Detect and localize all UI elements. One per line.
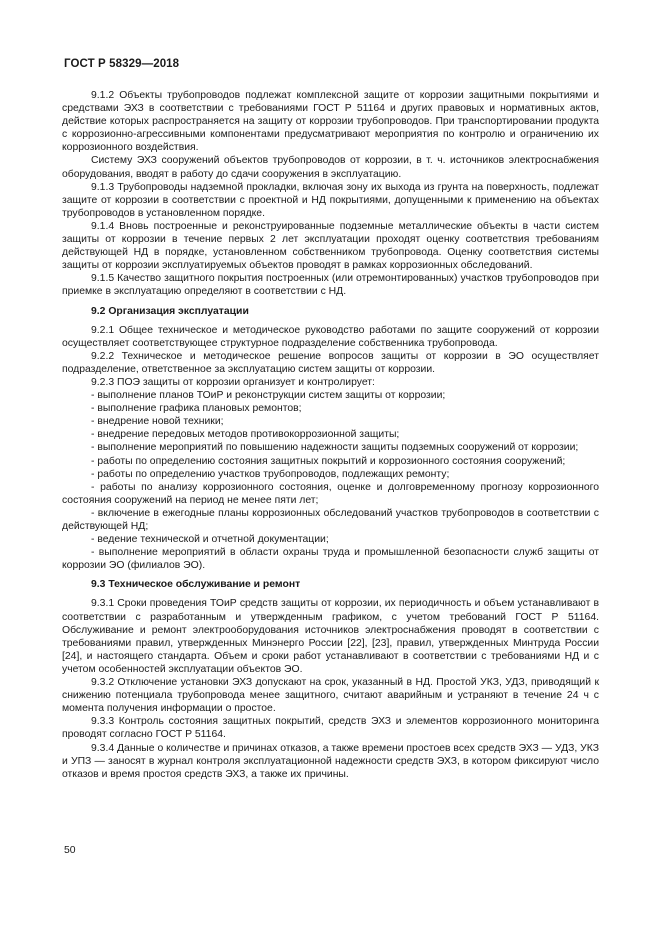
list-item: - внедрение передовых методов противокоррозионной защиты; xyxy=(91,429,400,441)
list-item: - работы по определению участков трубопроводов, подлежащих ремонту; xyxy=(91,468,450,480)
paragraph-9-1-2-b: Систему ЭХЗ сооружений объектов трубопроводов от коррозии, в т. ч. источников электроснабжения оборудования, вводят в работу до сдачи сооружения в эксплуатацию. xyxy=(62,155,599,180)
paragraph-9-1-2: 9.1.2 Объекты трубопроводов подлежат комплексной защите от коррозии защитными покрытиями и средствами ЭХЗ в соответствии с требованиями ГОСТ Р 51164 и других правовых и нормативных актов, действие которых распространяется на защиту от коррозии трубопроводов. При транспортировании продукта с коррозионно-агрессивными компонентами предусматривают мероприятия по контролю и ограничению их коррозионного воздействия. xyxy=(62,90,599,154)
paragraph-9-1-4: 9.1.4 Вновь построенные и реконструированные подземные металлические объекты в части систем защиты от коррозии в течение первых 2 лет эксплуатации проходят оценку соответствия требованиям действующей НД в порядке, установленном собственником трубопровода. Оценку соответствия системы защиты от коррозии эксплуатируемых объектов проводят в рамках коррозионных обследований. xyxy=(62,220,599,272)
standard-code-header: ГОСТ Р 58329—2018 xyxy=(64,58,180,70)
paragraph-9-1-3: 9.1.3 Трубопроводы надземной прокладки, включая зону их выхода из грунта на поверхность, подлежат защите от коррозии в соответствии с проектной и НД покрытиями, допущенными к применению на объектах трубопроводов в установленном порядке. xyxy=(62,181,599,219)
paragraph-9-2-3: 9.2.3 ПОЭ защиты от коррозии организует и контролирует: xyxy=(91,376,375,388)
paragraph-9-2-2: 9.2.2 Техническое и методическое решение вопросов защиты от коррозии в ЭО осуществляет подразделение, ответственное за эксплуатацию систем защиты от коррозии. xyxy=(62,350,599,375)
list-item: - выполнение мероприятий в области охраны труда и промышленной безопасности служб защиты от коррозии ЭО (филиалов ЭО). xyxy=(62,547,599,572)
list-item: - включение в ежегодные планы коррозионных обследований участков трубопроводов в соответствии с действующей НД; xyxy=(62,507,599,532)
list-item: - выполнение мероприятий по повышению надежности защиты подземных сооружений от коррозии; xyxy=(91,442,579,454)
paragraph-9-2-1: 9.2.1 Общее техническое и методическое руководство работами по защите сооружений от коррозии осуществляет соответствующее структурное подразделение собственника трубопровода. xyxy=(62,324,599,349)
page-number: 50 xyxy=(64,845,76,856)
list-item: - работы по анализу коррозионного состояния, оценке и долговременному прогнозу коррозионного состояния сооружений на период не менее пяти лет; xyxy=(62,481,599,506)
section-heading-9-2: 9.2 Организация эксплуатации xyxy=(91,305,249,317)
document-body xyxy=(62,89,599,781)
list-item: - выполнение графика плановых ремонтов; xyxy=(91,403,302,415)
paragraph-9-3-1: 9.3.1 Сроки проведения ТОиР средств защиты от коррозии, их периодичность и объем устанавливают в соответствии с разработанным и утвержденным графиком, с учетом требований ГОСТ Р 51164. Обслуживание и ремонт электрооборудования источников электроснабжения проводят в соответствии с требованиями правил, утвержденных Минэнерго России [22], [23], правил, утвержденных Минтруда России [24], и настоящего стандарта. Объем и сроки работ устанавливают в соответствии с требованиями НД и с учетом особенностей эксплуатации объектов ЭО. xyxy=(62,598,599,675)
paragraph-9-3-2: 9.3.2 Отключение установки ЭХЗ допускают на срок, указанный в НД. Простой УКЗ, УДЗ, приводящий к снижению потенциала трубопровода менее защитного, считают аварийным и устраняют в течение 24 ч с момента получения информации о простое. xyxy=(62,677,599,715)
list-item: - работы по определению состояния защитных покрытий и коррозионного состояния сооружений; xyxy=(91,455,566,467)
paragraph-9-1-5: 9.1.5 Качество защитного покрытия построенных (или отремонтированных) участков трубопроводов при приемке в эксплуатацию определяют в соответствии с НД. xyxy=(62,273,599,298)
section-heading-9-3: 9.3 Техническое обслуживание и ремонт xyxy=(91,579,301,591)
paragraph-9-3-4: 9.3.4 Данные о количестве и причинах отказов, а также времени простоев всех средств ЭХЗ — УДЗ, УКЗ и УПЗ — заносят в журнал контроля эксплуатационной надежности средств ЭХЗ, в котором фиксируют число отказов и время простоя средств ЭХЗ, а также их причины. xyxy=(62,742,599,780)
list-item: - ведение технической и отчетной документации; xyxy=(91,534,329,546)
list-item: - внедрение новой техники; xyxy=(91,416,224,428)
list-item: - выполнение планов ТОиР и реконструкции систем защиты от коррозии; xyxy=(91,390,446,402)
paragraph-9-3-3: 9.3.3 Контроль состояния защитных покрытий, средств ЭХЗ и элементов коррозионного мониторинга проводят согласно ГОСТ Р 51164. xyxy=(62,716,599,741)
